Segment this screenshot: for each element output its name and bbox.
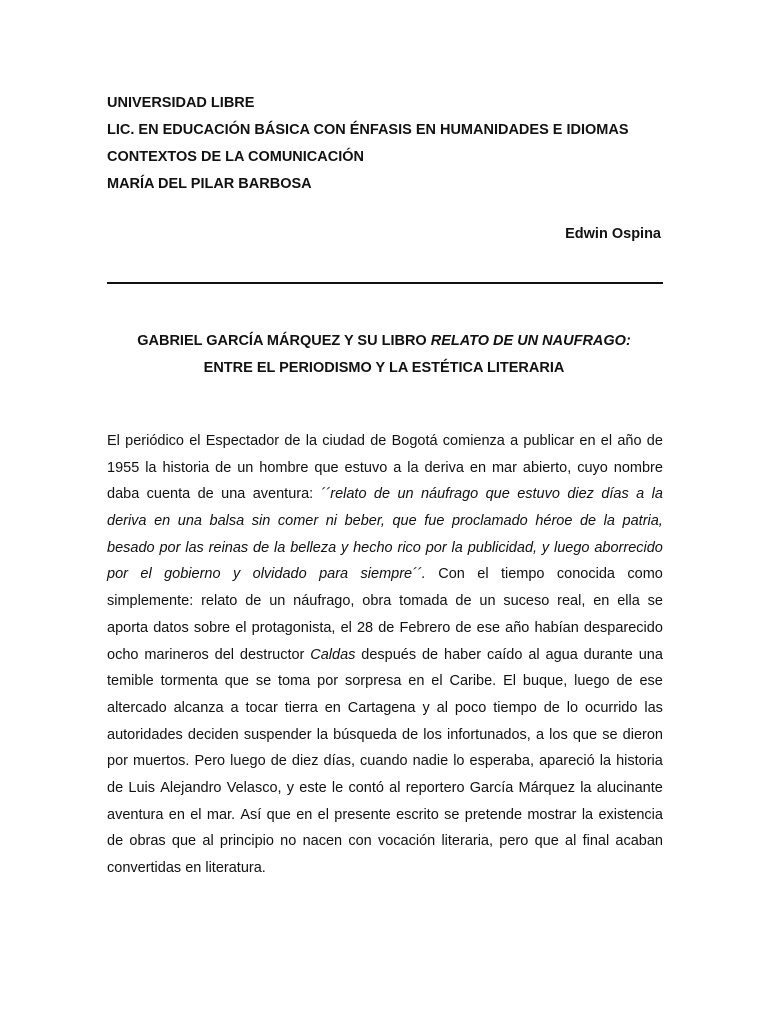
- paragraph-word: de: [107, 779, 124, 796]
- paragraph-word: temible: [107, 673, 154, 690]
- paragraph-word: que: [224, 673, 249, 690]
- paragraph-line: [107, 455, 663, 482]
- paragraph-word: gobierno: [164, 566, 221, 583]
- paragraph-word: el: [431, 673, 443, 690]
- paragraph-word: de: [543, 699, 560, 716]
- paragraph-word: periódico: [125, 433, 184, 449]
- paragraph-word: deriva: [424, 459, 464, 476]
- paragraph-word: el: [140, 566, 152, 583]
- paragraph-word: hombre: [259, 459, 309, 476]
- paragraph-word: reportero: [405, 779, 465, 796]
- paragraph-word: ocurrido: [585, 699, 638, 716]
- paragraph-word: sin: [251, 513, 271, 530]
- paragraph-word: El: [107, 433, 120, 449]
- paragraph-word: Así: [240, 806, 262, 823]
- paragraph-word: daba: [107, 486, 140, 503]
- paragraph-word: al: [565, 833, 577, 850]
- paragraph-word: relato: [201, 593, 238, 610]
- paragraph-word: por: [317, 673, 339, 690]
- paragraph-word: tomada: [399, 593, 448, 610]
- paragraph-line: [107, 668, 663, 695]
- paragraph-word: pretende: [464, 806, 523, 823]
- paragraph-word: cuando: [360, 753, 408, 770]
- paragraph-word: y: [422, 699, 430, 716]
- paragraph-word: se: [255, 673, 272, 690]
- paragraph-word: aventura:: [252, 486, 314, 503]
- paragraph-word: la: [145, 459, 157, 476]
- paragraph-word: de: [245, 593, 262, 610]
- paragraph-word: García: [469, 779, 514, 796]
- paragraph-word: muertos.: [133, 753, 190, 770]
- paragraph-word: literatura.: [205, 860, 266, 876]
- paragraph-word: ciudad: [322, 433, 365, 449]
- paragraph-word: publicar: [523, 433, 575, 449]
- paragraph-word: que: [485, 486, 510, 503]
- teacher-name: MARÍA DEL PILAR BARBOSA: [107, 176, 312, 192]
- paragraph-word: náufrago,: [293, 593, 355, 610]
- paragraph-line: [107, 508, 663, 535]
- course-name: CONTEXTOS DE LA COMUNICACIÓN: [107, 149, 364, 165]
- paragraph-word: se: [647, 593, 663, 610]
- document-title: [60, 328, 708, 382]
- paragraph-word: el: [317, 806, 329, 823]
- paragraph-word: Velasco,: [226, 779, 282, 796]
- paragraph-word: real,: [557, 593, 586, 610]
- paragraph-word: se: [602, 726, 618, 743]
- paragraph-word: héroe: [535, 513, 573, 530]
- paragraph-word: de: [270, 753, 287, 770]
- paragraph-word: una: [221, 486, 246, 503]
- paragraph-word: nadie: [412, 753, 449, 770]
- paragraph-word: conocida: [556, 566, 615, 583]
- body-paragraph: [107, 428, 663, 882]
- paragraph-word: en: [579, 433, 596, 449]
- paragraph-word: deciden: [187, 726, 239, 743]
- paragraph-word: vocación: [377, 833, 436, 850]
- paragraph-word: en: [408, 673, 425, 690]
- paragraph-word: de: [579, 513, 597, 530]
- paragraph-line: [107, 481, 663, 508]
- university-name: UNIVERSIDAD LIBRE: [107, 95, 255, 111]
- paragraph-word: el: [600, 433, 613, 449]
- paragraph-word: lo: [566, 699, 579, 716]
- paragraph-word: le: [331, 779, 344, 796]
- paragraph-word: el: [340, 619, 352, 636]
- paragraph-word: de: [107, 833, 124, 850]
- paragraph-word: habían: [534, 619, 579, 636]
- paragraph-word: contó: [348, 779, 384, 796]
- paragraph-word: estuvo: [517, 486, 560, 503]
- paragraph-line: [107, 615, 663, 642]
- paragraph-word: ese: [476, 619, 501, 636]
- paragraph-word: con: [348, 833, 372, 850]
- paragraph-word: a: [230, 699, 239, 716]
- paragraph-word: nombre: [613, 459, 663, 476]
- paragraph-word: a: [393, 459, 402, 476]
- paragraph-line: [107, 642, 663, 669]
- paragraph-word: ´´relato: [320, 486, 367, 503]
- paragraph-word: y: [286, 779, 295, 796]
- paragraph-word: de: [284, 433, 301, 449]
- paragraph-word: después: [361, 646, 417, 663]
- paragraph-word: besado: [107, 539, 155, 556]
- paragraph-word: apareció: [539, 753, 595, 770]
- paragraph-word: al: [436, 699, 448, 716]
- paragraph-word: alcanza: [173, 699, 224, 716]
- paragraph-line: [107, 535, 663, 562]
- paragraph-word: sobre: [193, 619, 231, 636]
- paragraph-word: infortunados,: [446, 726, 531, 743]
- paragraph-line: [107, 775, 663, 802]
- paragraph-word: este: [299, 779, 327, 796]
- paragraph-word: luego: [554, 539, 590, 556]
- paragraph-word: siempre´´.: [360, 566, 426, 583]
- paragraph-word: el: [190, 806, 202, 823]
- title-prefix: GABRIEL GARCÍA MÁRQUEZ Y SU LIBRO: [137, 333, 431, 349]
- paragraph-word: a: [636, 486, 645, 503]
- paragraph-word: belleza: [290, 539, 337, 556]
- paragraph-word: la: [305, 433, 318, 449]
- paragraph-word: aporta: [107, 619, 149, 636]
- paragraph-word: de: [616, 673, 633, 690]
- paragraph-line: [107, 828, 663, 855]
- paragraph-word: de: [253, 539, 270, 556]
- paragraph-word: escrito: [396, 806, 439, 823]
- paragraph-word: para: [319, 566, 349, 583]
- paragraph-word: pero: [499, 833, 529, 850]
- paragraph-word: un: [269, 593, 286, 610]
- paragraph-word: Febrero: [399, 619, 451, 636]
- paragraph-word: tormenta: [160, 673, 218, 690]
- paragraph-word: y: [232, 566, 241, 583]
- paragraph-word: al: [389, 779, 401, 796]
- paragraph-word: beber,: [344, 513, 385, 530]
- paragraph-word: la: [603, 513, 615, 530]
- paragraph-word: Luis: [128, 779, 155, 796]
- paragraph-word: Alejandro: [160, 779, 222, 796]
- paragraph-word: publicidad,: [467, 539, 538, 556]
- paragraph-word: la: [599, 753, 612, 770]
- paragraph-word: luego: [230, 753, 266, 770]
- paragraph-word: cuyo: [577, 459, 608, 476]
- paragraph-word: un: [397, 486, 414, 503]
- paragraph-word: presente: [334, 806, 391, 823]
- paragraph-line: [107, 802, 663, 829]
- paragraph-word: en: [324, 699, 341, 716]
- paragraph-word: reinas: [208, 539, 249, 556]
- paragraph-word: en: [185, 860, 202, 876]
- paragraph-word: agua: [545, 646, 578, 663]
- paragraph-word: Con: [438, 566, 465, 583]
- paragraph-word: la: [651, 486, 663, 503]
- paragraph-word: las: [644, 699, 663, 716]
- paragraph-word: suceso: [503, 593, 550, 610]
- author-name: Edwin Ospina: [565, 226, 661, 242]
- paragraph-word: alucinante: [596, 779, 663, 796]
- paragraph-word: ella: [617, 593, 640, 610]
- paragraph-word: simplemente:: [107, 593, 194, 610]
- paragraph-word: esperaba,: [469, 753, 535, 770]
- paragraph-word: el: [189, 433, 201, 449]
- paragraph-word: convertidas: [107, 860, 182, 876]
- paragraph-word: literaria,: [441, 833, 494, 850]
- paragraph-word: por: [425, 539, 447, 556]
- paragraph-word: por: [159, 539, 181, 556]
- program-name: LIC. EN EDUCACIÓN BÁSICA CON ÉNFASIS EN HUMANIDADES E IDIOMAS: [107, 122, 629, 138]
- paragraph-word: caído: [486, 646, 523, 663]
- paragraph-word: tierra: [284, 699, 318, 716]
- paragraph-word: los: [549, 726, 568, 743]
- paragraph-word: de: [455, 593, 472, 610]
- paragraph-word: estuvo: [344, 459, 388, 476]
- paragraph-word: de: [215, 459, 232, 476]
- paragraph-word: Cartagena: [347, 699, 416, 716]
- paragraph-word: que: [266, 806, 291, 823]
- header-divider: [107, 282, 663, 284]
- paragraph-word: de: [402, 726, 419, 743]
- paragraph-line: [107, 428, 663, 455]
- paragraph-word: a: [535, 726, 545, 743]
- paragraph-word: la: [316, 726, 329, 743]
- paragraph-word: historia: [616, 753, 663, 770]
- paragraph-word: deriva: [107, 513, 147, 530]
- paragraph-word: abierto,: [522, 459, 572, 476]
- paragraph-word: ocho: [107, 646, 139, 663]
- paragraph-word: altercado: [107, 699, 167, 716]
- paragraph-word: año: [505, 619, 530, 636]
- paragraph-word: en: [593, 593, 610, 610]
- paragraph-word: tiempo: [493, 699, 537, 716]
- paragraph-word: ni: [325, 513, 338, 530]
- paragraph-word: mar: [491, 459, 517, 476]
- paragraph-word: la: [274, 539, 286, 556]
- paragraph-word: 1955: [107, 459, 140, 476]
- paragraph-word: que: [572, 726, 598, 743]
- paragraph-word: toma: [278, 673, 311, 690]
- paragraph-word: cuenta: [146, 486, 191, 503]
- paragraph-word: haber: [444, 646, 482, 663]
- paragraph-word: sorpresa: [344, 673, 402, 690]
- paragraph-word: de: [378, 619, 395, 636]
- paragraph-word: por: [107, 566, 128, 583]
- title-line-2: ENTRE EL PERIODISMO Y LA ESTÉTICA LITERARIA: [203, 360, 565, 376]
- paragraph-word: aventura: [107, 806, 164, 823]
- paragraph-word: no: [280, 833, 297, 850]
- paragraph-word: ese: [639, 673, 663, 690]
- paragraph-word: y: [541, 539, 550, 556]
- paragraph-word: el: [235, 619, 247, 636]
- paragraph-word: un: [479, 593, 496, 610]
- paragraph-word: El: [503, 673, 516, 690]
- paragraph-word: que: [392, 513, 417, 530]
- paragraph-word: al: [528, 646, 540, 663]
- paragraph-line: [107, 588, 663, 615]
- paragraph-word: poco: [454, 699, 487, 716]
- paragraph-word: hecho: [353, 539, 393, 556]
- paragraph-word: diez: [291, 753, 319, 770]
- paragraph-word: marineros: [144, 646, 209, 663]
- paragraph-word: un: [237, 459, 254, 476]
- paragraph-word: patria,: [622, 513, 663, 530]
- paragraph-word: la: [407, 459, 419, 476]
- paragraph-word: desparecido: [583, 619, 663, 636]
- paragraph-word: que: [171, 833, 197, 850]
- paragraph-word: tocar: [245, 699, 278, 716]
- paragraph-word: comienza: [442, 433, 505, 449]
- paragraph-word: aborrecido: [594, 539, 663, 556]
- paragraph-word: diez: [567, 486, 594, 503]
- paragraph-word: destructor: [239, 646, 305, 663]
- paragraph-word: 28: [356, 619, 374, 636]
- paragraph-word: rico: [397, 539, 421, 556]
- paragraph-line: [107, 855, 663, 882]
- paragraph-word: en: [168, 806, 185, 823]
- paragraph-word: historia: [162, 459, 210, 476]
- paragraph-word: se: [444, 806, 460, 823]
- paragraph-word: días: [601, 486, 629, 503]
- paragraph-word: como: [627, 566, 663, 583]
- paragraph-word: autoridades: [107, 726, 183, 743]
- paragraph-word: proclamado: [451, 513, 528, 530]
- paragraph-word: Pero: [194, 753, 226, 770]
- title-line-1: [60, 328, 708, 355]
- paragraph-word: las: [185, 539, 204, 556]
- paragraph-word: al: [202, 833, 214, 850]
- paragraph-line: [107, 722, 663, 749]
- paragraph-word: Márquez: [518, 779, 575, 796]
- paragraph-word: de: [197, 486, 214, 503]
- paragraph-word: la: [451, 539, 463, 556]
- paragraph-word: Bogotá: [391, 433, 438, 449]
- paragraph-word: existencia: [598, 806, 663, 823]
- paragraph-word: la: [580, 779, 592, 796]
- paragraph-word: balsa: [209, 513, 245, 530]
- paragraph-word: los: [423, 726, 442, 743]
- paragraph-word: y: [341, 539, 349, 556]
- paragraph-word: buque,: [522, 673, 568, 690]
- paragraph-word: una: [177, 513, 202, 530]
- paragraph-line: [107, 561, 663, 588]
- paragraph-word: tiempo: [500, 566, 545, 583]
- paragraph-word: búsqueda: [333, 726, 397, 743]
- paragraph-word: fue: [424, 513, 445, 530]
- paragraph-word: el: [477, 566, 489, 583]
- document-header: [107, 90, 667, 198]
- paragraph-line: [107, 748, 663, 775]
- paragraph-word: año: [617, 433, 642, 449]
- paragraph-word: del: [214, 646, 235, 663]
- paragraph-word: lo: [453, 753, 465, 770]
- paragraph-word: Caribe.: [449, 673, 497, 690]
- paragraph-word: la: [581, 806, 594, 823]
- paragraph-word: obra: [362, 593, 392, 610]
- paragraph-word: una: [638, 646, 663, 663]
- paragraph-word: mar.: [206, 806, 236, 823]
- paragraph-word: acaban: [615, 833, 663, 850]
- paragraph-word: comer: [277, 513, 319, 530]
- paragraph-word: en: [296, 806, 313, 823]
- paragraph-word: nacen: [302, 833, 343, 850]
- title-book-name: RELATO DE UN NAUFRAGO:: [430, 333, 631, 349]
- paragraph-word: de: [421, 646, 439, 663]
- paragraph-word: Espectador: [205, 433, 280, 449]
- paragraph-word: luego: [574, 673, 610, 690]
- paragraph-word: obras: [129, 833, 166, 850]
- paragraph-word: por: [107, 753, 128, 770]
- paragraph-word: de: [373, 486, 391, 503]
- paragraph-word: a: [510, 433, 519, 449]
- paragraph-line: [107, 695, 663, 722]
- paragraph-word: de: [370, 433, 387, 449]
- paragraph-word: de: [455, 619, 472, 636]
- paragraph-word: final: [582, 833, 610, 850]
- paragraph-word: que: [314, 459, 339, 476]
- paragraph-word: náufrago: [420, 486, 479, 503]
- paragraph-word: protagonista,: [251, 619, 336, 636]
- paragraph-word: durante: [583, 646, 633, 663]
- paragraph-word: en: [154, 513, 171, 530]
- paragraph-word: en: [469, 459, 487, 476]
- paragraph-word: de: [646, 433, 663, 449]
- paragraph-word: olvidado: [252, 566, 307, 583]
- paragraph-word: Caldas: [310, 646, 356, 663]
- paragraph-word: principio: [219, 833, 274, 850]
- paragraph-word: mostrar: [527, 806, 577, 823]
- paragraph-word: días,: [323, 753, 355, 770]
- paragraph-word: que: [534, 833, 559, 850]
- paragraph-word: datos: [153, 619, 189, 636]
- paragraph-word: dieron: [622, 726, 663, 743]
- paragraph-word: suspender: [243, 726, 312, 743]
